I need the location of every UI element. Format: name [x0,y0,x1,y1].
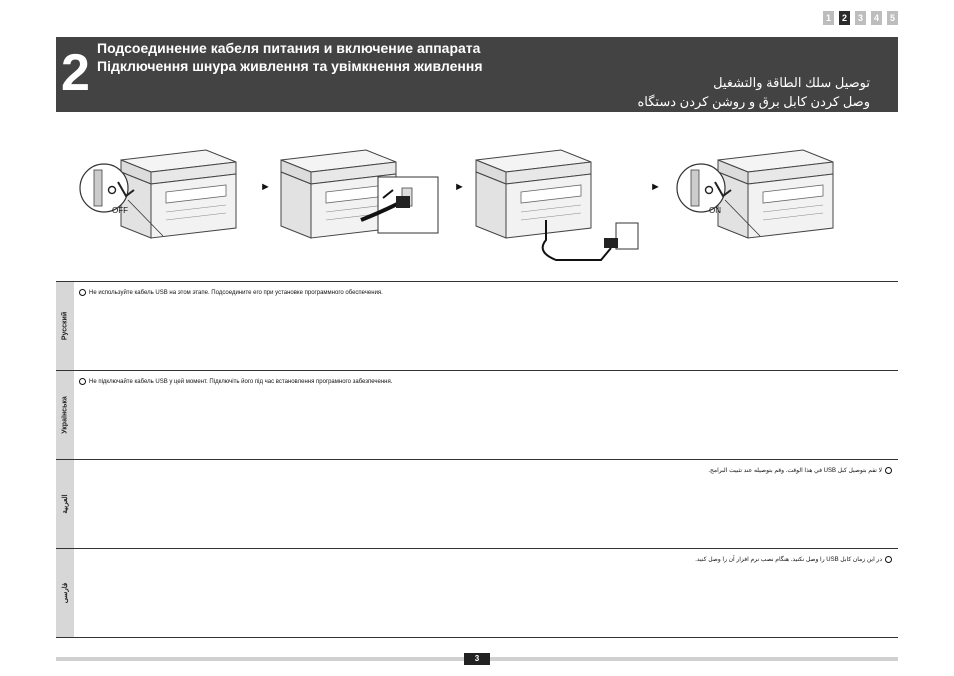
caution-icon [885,556,892,563]
usb-warning-note [708,467,892,474]
step-5-link[interactable]: 5 [887,11,898,25]
title-arabic: توصيل سلك الطاقة والتشغيل [713,75,870,90]
language-tab [56,371,74,459]
off-label: OFF [112,206,128,215]
usb-warning-note [79,378,392,385]
language-tab-label: العربية [62,494,69,514]
connect-cable-panel [281,150,438,238]
note-text: Не используйте кабель USB на этом этапе. Подсоедините его при установке программного обеспечения. [89,289,383,296]
step-1-link[interactable]: 1 [823,11,834,25]
arrow-icon: ► [650,181,661,193]
power-connection-illustration [56,140,898,268]
caution-icon [79,289,86,296]
printer-off-panel [80,150,236,238]
language-tab-label: Українська [61,396,69,434]
language-tab [56,282,74,370]
caution-icon [79,378,86,385]
step-navigation [823,11,898,25]
page-number: 3 [464,653,490,665]
step-3-link[interactable]: 3 [855,11,866,25]
section-farsi [56,549,898,638]
language-tab [56,549,74,637]
section-arabic [56,460,898,549]
title-farsi: وصل کردن کابل برق و روشن کردن دستگاه [637,94,870,109]
arrow-icon: ► [260,181,271,193]
language-tab-label: فارسی [62,582,69,604]
on-label: ON [709,206,721,215]
usb-warning-note [695,556,892,563]
step-2-link[interactable]: 2 [839,11,850,25]
title-russian: Подсоединение кабеля питания и включение аппарата [97,40,481,56]
printer-on-panel [677,150,833,238]
note-text: لا تقم بتوصيل كبل USB في هذا الوقت. وقم بتوصيله عند تثبيت البرامج. [708,468,882,474]
title-ukrainian: Підключення шнура живлення та увімкнення живлення [97,58,483,74]
note-text: Не підключайте кабель USB у цей момент. Підключіть його під час встановлення програмного забезпечення. [89,378,393,385]
step-number: 2 [61,44,90,102]
language-tab-label: Русский [61,311,69,341]
caution-icon [885,467,892,474]
plug-wall-outlet-panel [476,150,638,260]
arrow-icon: ► [454,181,465,193]
usb-warning-note [79,289,383,296]
language-tab [56,460,74,548]
section-ukrainian [56,371,898,460]
section-russian [56,282,898,371]
note-text: در این زمان کابل USB را وصل نکنید. هنگام نصب نرم افزار آن را وصل کنید. [695,557,882,563]
step-title-banner [56,37,898,112]
step-4-link[interactable]: 4 [871,11,882,25]
